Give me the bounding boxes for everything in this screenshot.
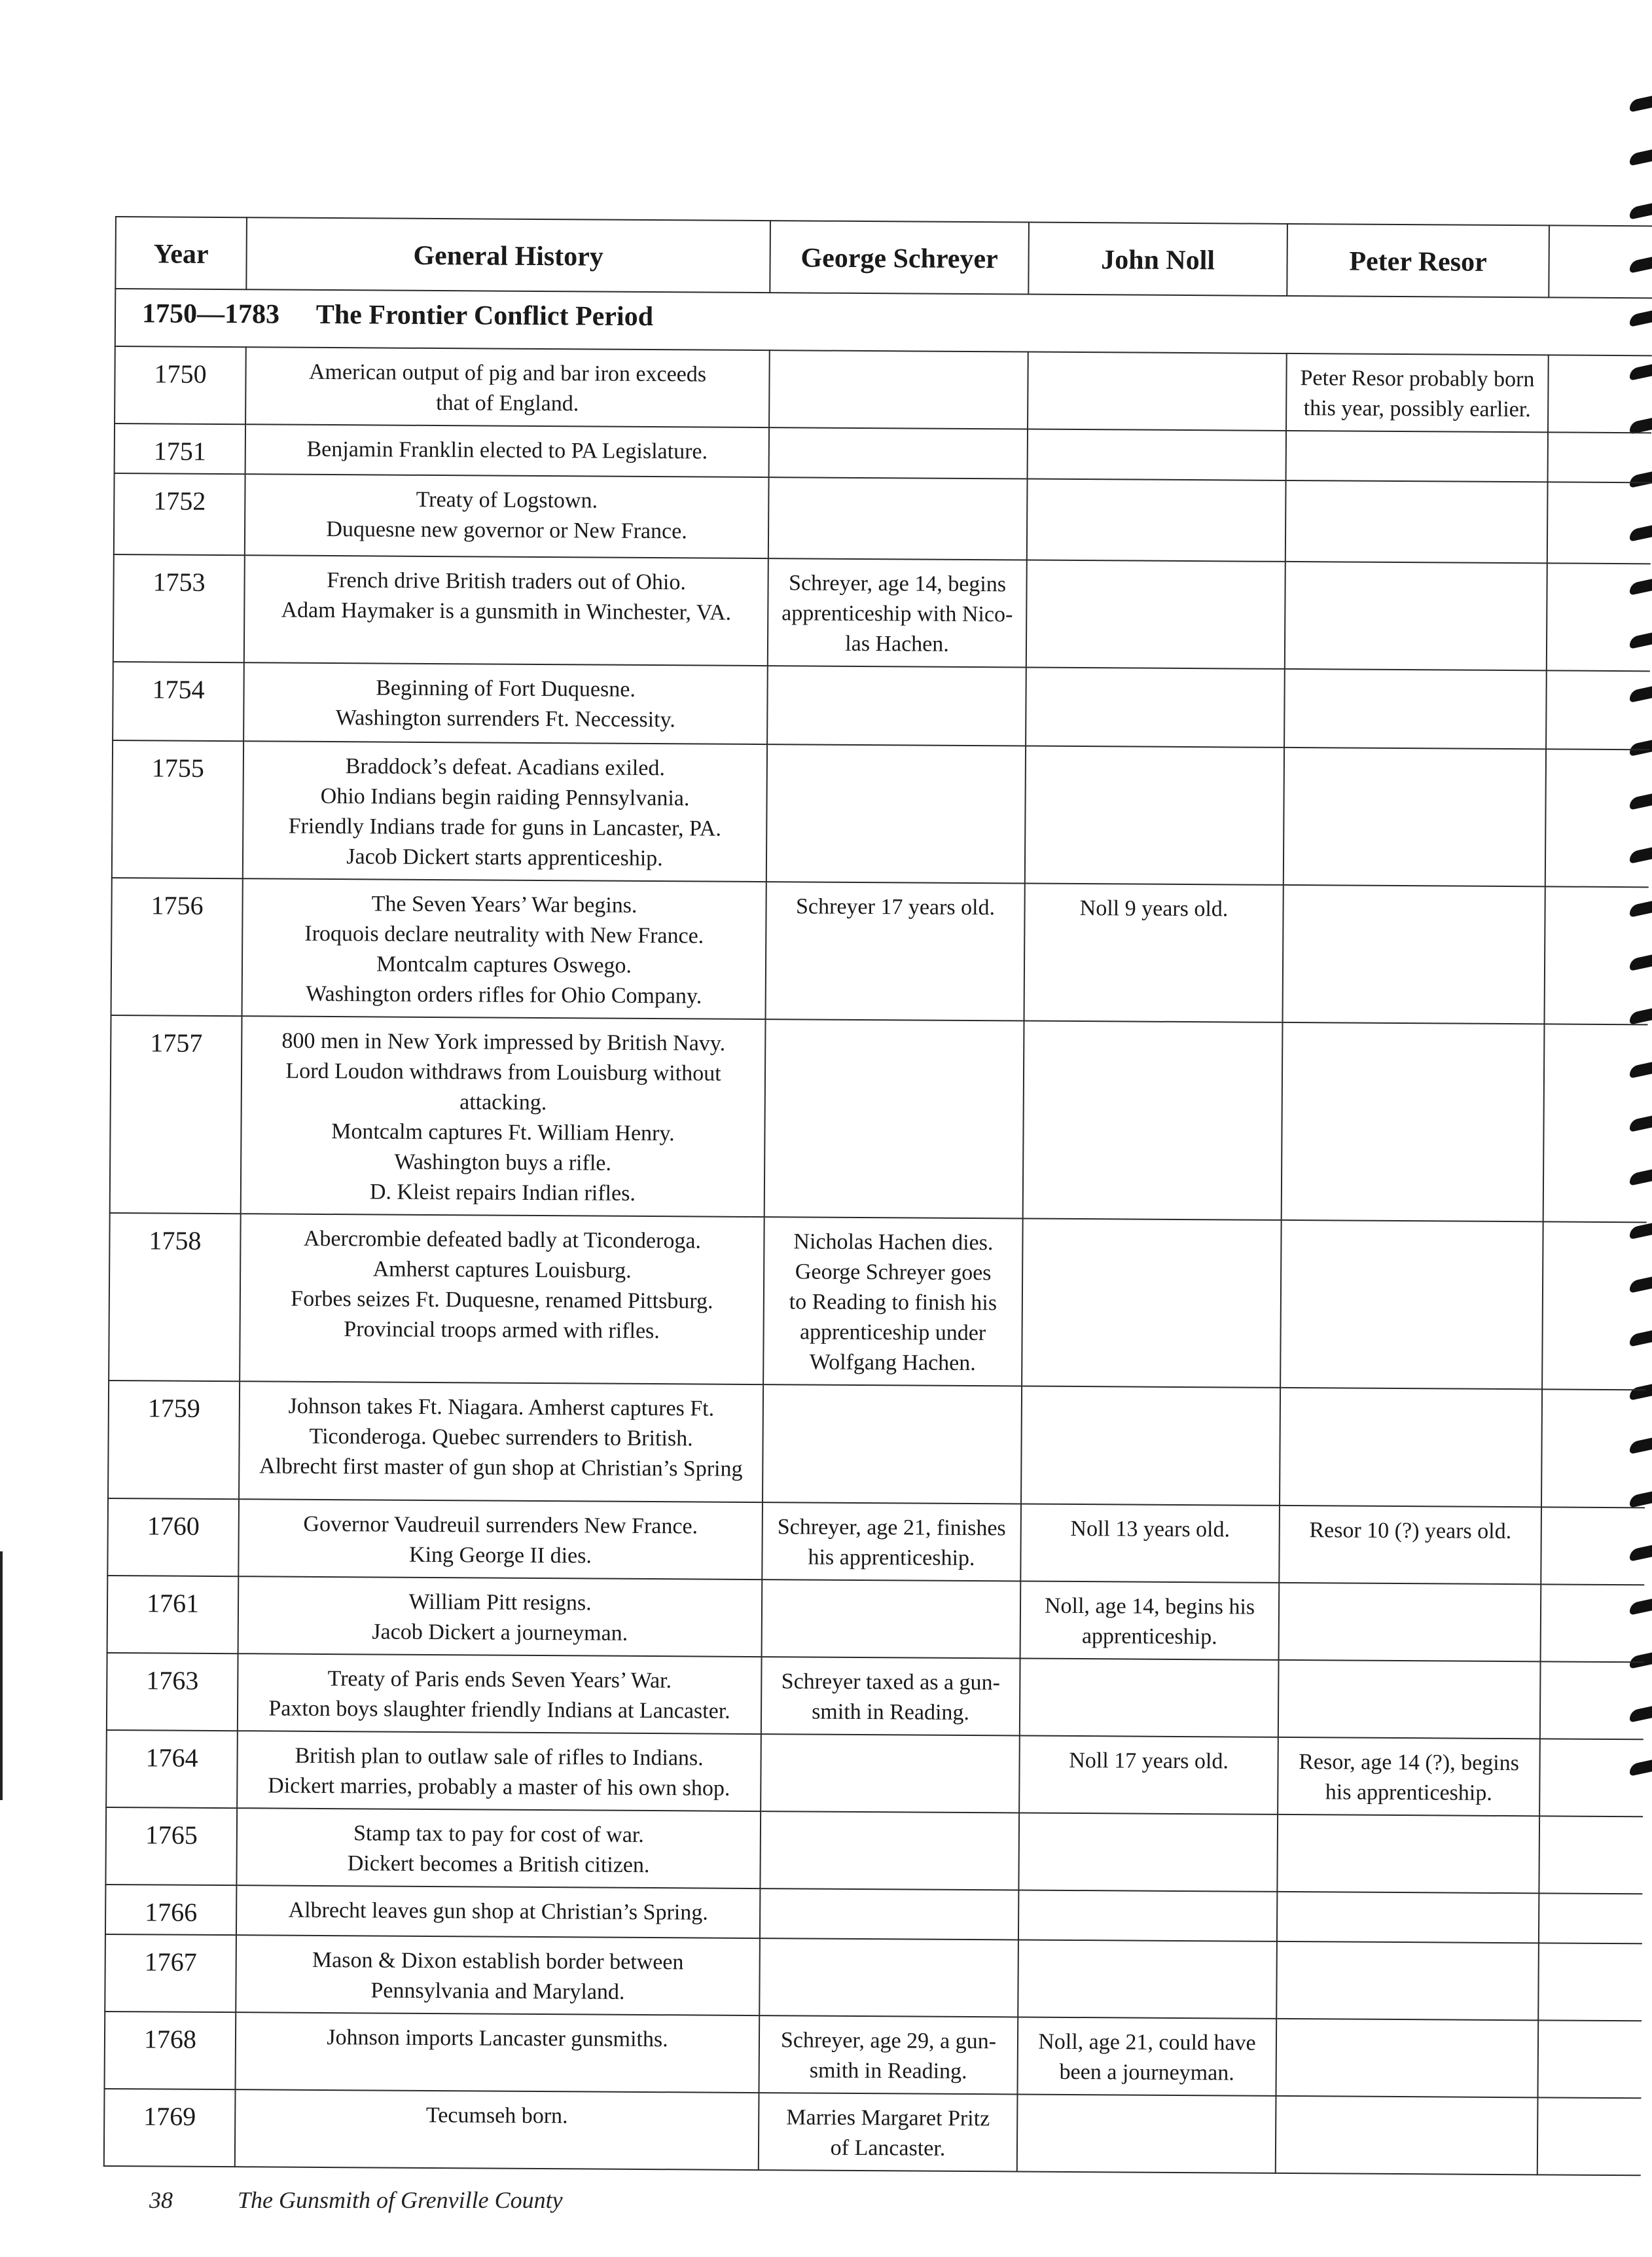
- cell-george-schreyer: [768, 477, 1028, 560]
- table-row: [105, 1807, 1643, 1894]
- cell-text-line: Iroquois declare neutrality with New France.: [304, 921, 704, 948]
- cell-text-line: Provincial troops armed with rifles.: [344, 1317, 660, 1344]
- cell-peter-resor: [1284, 748, 1546, 886]
- cell-text-line: Benjamin Franklin elected to PA Legislature.: [306, 437, 708, 464]
- cell-text-line: attacking.: [459, 1090, 547, 1115]
- cell-peter-resor: [1278, 1737, 1540, 1816]
- cell-text-line: Tecumseh born.: [425, 2103, 568, 2129]
- cell-peter-resor: [1284, 669, 1547, 749]
- cell-extra: [1541, 1584, 1645, 1662]
- cell-text-line: Mason & Dixon establish border between: [312, 1947, 684, 1975]
- cell-general-history: [238, 1576, 763, 1657]
- binding-hook-icon: [1630, 96, 1652, 112]
- cell-general-history: [241, 1016, 766, 1217]
- cell-peter-resor: [1276, 2019, 1538, 2097]
- cell-text-line: Jacob Dickert a journeyman.: [372, 1619, 628, 1646]
- cell-text-line: of Lancaster.: [830, 2135, 946, 2161]
- binding-hook-icon: [1630, 149, 1652, 166]
- cell-general-history: [238, 1653, 762, 1734]
- cell-text-line: Stamp tax to pay for cost of war.: [353, 1821, 644, 1847]
- cell-text-line: Beginning of Fort Duquesne.: [376, 676, 636, 702]
- period-row: [115, 289, 1652, 355]
- cell-text-line: Schreyer taxed as a gun-: [781, 1669, 1001, 1695]
- cell-general-history: [245, 474, 769, 558]
- cell-peter-resor: [1285, 562, 1547, 670]
- cell-text-line: French drive British traders out of Ohio.: [327, 568, 687, 595]
- cell-extra: [1539, 1739, 1643, 1816]
- cell-extra: [1539, 1893, 1642, 1943]
- cell-john-noll: [1020, 1504, 1280, 1582]
- table-row: [113, 554, 1651, 671]
- cell-george-schreyer: [761, 1734, 1020, 1813]
- cell-extra: [1548, 355, 1652, 433]
- cell-george-schreyer: [763, 1384, 1022, 1504]
- book-title: The Gunsmith of Grenville County: [238, 2187, 563, 2213]
- cell-john-noll: [1022, 1218, 1282, 1387]
- cell-text-line: Wolfgang Hachen.: [809, 1350, 976, 1376]
- cell-year: 1754: [113, 662, 244, 741]
- cell-text-line: Montcalm captures Ft. William Henry.: [331, 1119, 675, 1146]
- cell-text-line: Jacob Dickert starts apprenticeship.: [346, 844, 663, 871]
- cell-text-line: King George II dies.: [408, 1542, 592, 1568]
- cell-text-line: Noll 13 years old.: [1070, 1516, 1230, 1542]
- cell-text-line: The Seven Years’ War begins.: [371, 892, 637, 918]
- cell-text-line: Ohio Indians begin raiding Pennsylvania.: [320, 784, 690, 811]
- cell-general-history: [239, 1381, 763, 1502]
- cell-john-noll: [1019, 1735, 1278, 1814]
- cell-text-line: Schreyer, age 29, a gun-: [780, 2028, 997, 2054]
- period-title: The Frontier Conflict Period: [315, 299, 654, 333]
- cell-text-line: 800 men in New York impressed by British Navy.: [281, 1028, 726, 1056]
- cell-year: 1766: [105, 1885, 236, 1935]
- cell-year: 1750: [115, 346, 246, 424]
- cell-text-line: British plan to outlaw sale of rifles to Indians.: [295, 1743, 704, 1771]
- cell-year: 1755: [112, 740, 243, 878]
- table-row: [107, 1653, 1644, 1739]
- cell-peter-resor: [1280, 1220, 1543, 1389]
- cell-text-line: Abercrombie defeated badly at Ticonderoga.: [303, 1226, 702, 1254]
- period-range: 1750—1783: [141, 298, 280, 330]
- cell-text-line: Nicholas Hachen dies.: [793, 1229, 994, 1255]
- cell-george-schreyer: [769, 427, 1028, 478]
- cell-text-line: Ticonderoga. Quebec surrenders to British.: [309, 1424, 693, 1451]
- cell-text-line: Pennsylvania and Maryland.: [370, 1978, 625, 2004]
- scan-edge-mark: [0, 1551, 3, 1800]
- cell-john-noll: [1020, 1581, 1280, 1659]
- cell-george-schreyer: [763, 1217, 1023, 1386]
- cell-text-line: Montcalm captures Oswego.: [376, 952, 632, 978]
- cell-text-line: Noll 9 years old.: [1079, 896, 1229, 922]
- cell-text-line: Washington surrenders Ft. Neccessity.: [335, 706, 675, 732]
- cell-text-line: smith in Reading.: [812, 1699, 970, 1725]
- cell-extra: [1547, 482, 1651, 564]
- cell-george-schreyer: [761, 1657, 1020, 1735]
- cell-text-line: Noll 17 years old.: [1069, 1748, 1229, 1774]
- cell-text-line: his apprenticeship.: [808, 1545, 975, 1571]
- cell-text-line: Resor, age 14 (?), begins: [1299, 1750, 1520, 1776]
- cell-george-schreyer: [767, 666, 1026, 746]
- table-row: [109, 1213, 1647, 1390]
- cell-text-line: D. Kleist repairs Indian rifles.: [369, 1180, 636, 1206]
- cell-extra: [1537, 2097, 1642, 2175]
- cell-john-noll: [1021, 1386, 1280, 1505]
- cell-peter-resor: [1277, 1815, 1539, 1893]
- cell-george-schreyer: [762, 1502, 1021, 1581]
- cell-general-history: [245, 424, 769, 477]
- cell-george-schreyer: [764, 1019, 1024, 1218]
- cell-text-line: Treaty of Paris ends Seven Years’ War.: [327, 1667, 672, 1693]
- cell-year: 1753: [113, 554, 245, 662]
- binding-hook-icon: [1630, 203, 1652, 219]
- cell-peter-resor: [1280, 1388, 1542, 1507]
- cell-john-noll: [1025, 746, 1284, 885]
- cell-george-schreyer: [762, 1580, 1021, 1658]
- cell-extra: [1545, 886, 1649, 1024]
- header-general-history: General History: [246, 217, 770, 293]
- table-row: [112, 740, 1649, 887]
- cell-text-line: Washington orders rifles for Ohio Company.: [306, 981, 702, 1009]
- header-john-noll: John Noll: [1028, 223, 1287, 296]
- cell-peter-resor: [1286, 431, 1548, 482]
- cell-peter-resor: [1277, 1892, 1539, 1943]
- table-row: [115, 346, 1652, 433]
- cell-general-history: [236, 1935, 760, 2015]
- cell-george-schreyer: [760, 1811, 1019, 1890]
- cell-text-line: Albrecht leaves gun shop at Christian’s Spring.: [288, 1898, 708, 1925]
- cell-text-line: apprenticeship.: [1081, 1624, 1217, 1650]
- cell-extra: [1537, 2020, 1642, 2098]
- cell-text-line: las Hachen.: [845, 631, 949, 657]
- cell-text-line: Friendly Indians trade for guns in Lancaster, PA.: [288, 814, 722, 841]
- cell-text-line: Braddock’s defeat. Acadians exiled.: [345, 754, 666, 781]
- cell-text-line: this year, possibly earlier.: [1303, 396, 1531, 422]
- cell-john-noll: [1018, 1813, 1278, 1891]
- cell-general-history: [244, 555, 768, 666]
- cell-year: 1758: [109, 1213, 241, 1381]
- cell-year: 1761: [107, 1576, 239, 1653]
- cell-text-line: Albrecht first master of gun shop at Christian’s Spring: [259, 1454, 743, 1481]
- cell-george-schreyer: [769, 350, 1028, 429]
- table-row: [113, 662, 1650, 749]
- table-row: [105, 2012, 1642, 2098]
- cell-text-line: been a journeyman.: [1059, 2059, 1234, 2085]
- cell-text-line: Duquesne new governor or New France.: [326, 516, 687, 544]
- cell-text-line: Governor Vaudreuil surrenders New France.: [303, 1511, 698, 1539]
- cell-year: 1757: [110, 1015, 242, 1214]
- cell-john-noll: [1018, 1940, 1277, 2018]
- cell-john-noll: [1020, 1658, 1279, 1737]
- cell-john-noll: [1028, 352, 1287, 431]
- cell-text-line: his apprenticeship.: [1325, 1780, 1492, 1805]
- table-row: [107, 1498, 1645, 1585]
- table-row: [115, 424, 1651, 482]
- cell-extra: [1539, 1816, 1643, 1894]
- cell-text-line: Peter Resor probably born: [1300, 366, 1535, 392]
- cell-year: 1752: [114, 473, 245, 555]
- cell-extra: [1546, 670, 1650, 749]
- cell-year: 1756: [111, 878, 243, 1016]
- cell-peter-resor: [1276, 1941, 1539, 2020]
- cell-text-line: Schreyer, age 14, begins: [789, 571, 1007, 597]
- cell-year: 1764: [106, 1730, 238, 1808]
- cell-general-history: [245, 347, 770, 427]
- cell-text-line: Washington buys a rifle.: [394, 1149, 612, 1176]
- cell-john-noll: [1017, 2017, 1276, 2095]
- cell-peter-resor: [1282, 1022, 1545, 1221]
- cell-text-line: smith in Reading.: [809, 2058, 967, 2084]
- cell-extra: [1543, 1024, 1648, 1222]
- cell-text-line: William Pitt resigns.: [408, 1589, 592, 1616]
- cell-year: 1765: [105, 1807, 237, 1885]
- cell-text-line: Noll, age 21, could have: [1038, 2029, 1256, 2055]
- cell-year: 1769: [104, 2089, 236, 2167]
- cell-john-noll: [1024, 884, 1284, 1022]
- cell-text-line: Schreyer 17 years old.: [795, 894, 996, 920]
- table-row: [107, 1576, 1645, 1662]
- cell-general-history: [243, 662, 768, 744]
- cell-text-line: apprenticeship with Nico-: [781, 601, 1013, 627]
- cell-text-line: Johnson imports Lancaster gunsmiths.: [327, 2025, 668, 2052]
- cell-peter-resor: [1279, 1583, 1541, 1661]
- header-row: [115, 217, 1652, 298]
- header-year: Year: [115, 217, 247, 289]
- cell-peter-resor: [1283, 885, 1545, 1024]
- cell-text-line: Marries Margaret Pritz: [786, 2105, 990, 2131]
- cell-text-line: to Reading to finish his: [789, 1290, 997, 1316]
- header-extra-column: [1549, 225, 1652, 298]
- cell-peter-resor: [1279, 1506, 1541, 1584]
- cell-text-line: Lord Loudon withdraws from Louisburg without: [285, 1058, 721, 1086]
- cell-text-line: American output of pig and bar iron exceeds: [308, 359, 707, 387]
- cell-general-history: [236, 1885, 760, 1938]
- cell-john-noll: [1026, 668, 1285, 748]
- cell-john-noll: [1017, 2094, 1276, 2173]
- cell-text-line: Dickert becomes a British citizen.: [347, 1851, 650, 1878]
- table-row: [110, 1015, 1648, 1222]
- cell-year: 1760: [107, 1498, 239, 1576]
- cell-george-schreyer: [759, 2015, 1018, 2094]
- cell-text-line: apprenticeship under: [799, 1320, 986, 1346]
- cell-peter-resor: [1286, 353, 1549, 432]
- cell-text-line: Amherst captures Louisburg.: [372, 1257, 632, 1283]
- page-footer: [149, 2186, 563, 2214]
- cell-john-noll: [1018, 1890, 1277, 1941]
- cell-extra: [1540, 1661, 1644, 1739]
- cell-peter-resor: [1276, 2096, 1538, 2175]
- cell-extra: [1541, 1389, 1645, 1508]
- timeline-table: [103, 216, 1652, 2176]
- cell-general-history: [235, 2089, 759, 2170]
- cell-text-line: Paxton boys slaughter friendly Indians at Lancaster.: [268, 1696, 730, 1724]
- cell-john-noll: [1028, 429, 1286, 480]
- cell-year: 1763: [107, 1653, 238, 1731]
- cell-john-noll: [1027, 479, 1286, 562]
- cell-year: 1767: [105, 1934, 236, 2012]
- table-row: [111, 878, 1649, 1024]
- cell-text-line: George Schreyer goes: [795, 1259, 992, 1286]
- cell-text-line: Treaty of Logstown.: [416, 487, 598, 513]
- cell-text-line: Dickert marries, probably a master of his own shop.: [268, 1773, 730, 1801]
- cell-extra: [1548, 432, 1651, 482]
- cell-george-schreyer: [768, 558, 1027, 667]
- cell-general-history: [243, 741, 767, 882]
- cell-john-noll: [1026, 560, 1285, 669]
- cell-general-history: [240, 1214, 764, 1384]
- table-row: [108, 1381, 1645, 1508]
- cell-text-line: Resor 10 (?) years old.: [1309, 1518, 1512, 1544]
- period-heading: [115, 289, 1652, 355]
- table-row: [105, 1885, 1642, 1943]
- cell-george-schreyer: [766, 744, 1026, 883]
- cell-general-history: [236, 2012, 760, 2093]
- cell-text-line: Adam Haymaker is a gunsmith in Winchester, VA.: [281, 598, 732, 625]
- cell-text-line: Schreyer, age 21, finishes: [777, 1515, 1006, 1541]
- cell-extra: [1547, 563, 1651, 671]
- header-george-schreyer: George Schreyer: [770, 221, 1029, 294]
- cell-general-history: [237, 1731, 761, 1811]
- cell-text-line: that of England.: [436, 391, 579, 416]
- table-row: [106, 1730, 1643, 1816]
- cell-extra: [1542, 1221, 1647, 1390]
- cell-john-noll: [1023, 1021, 1283, 1220]
- cell-year: 1759: [108, 1381, 240, 1499]
- cell-general-history: [238, 1499, 763, 1580]
- table-row: [104, 2089, 1642, 2175]
- cell-general-history: [236, 1808, 761, 1888]
- cell-extra: [1545, 749, 1649, 887]
- table-row: [114, 473, 1651, 564]
- cell-general-history: [242, 878, 766, 1019]
- cell-peter-resor: [1285, 480, 1548, 563]
- cell-george-schreyer: [759, 2093, 1018, 2171]
- cell-text-line: Noll, age 14, begins his: [1044, 1593, 1255, 1619]
- cell-george-schreyer: [766, 882, 1025, 1020]
- cell-year: 1751: [115, 424, 245, 474]
- cell-text-line: Johnson takes Ft. Niagara. Amherst captures Ft.: [288, 1394, 715, 1421]
- cell-text-line: Forbes seizes Ft. Duquesne, renamed Pittsburg.: [291, 1286, 713, 1314]
- page-number: 38: [149, 2187, 173, 2213]
- cell-george-schreyer: [759, 1938, 1018, 2017]
- cell-year: 1768: [105, 2012, 236, 2089]
- cell-peter-resor: [1278, 1660, 1541, 1739]
- cell-extra: [1541, 1507, 1645, 1585]
- table-row: [105, 1934, 1642, 2021]
- header-peter-resor: Peter Resor: [1287, 224, 1549, 297]
- cell-george-schreyer: [760, 1888, 1018, 1940]
- cell-extra: [1538, 1943, 1642, 2021]
